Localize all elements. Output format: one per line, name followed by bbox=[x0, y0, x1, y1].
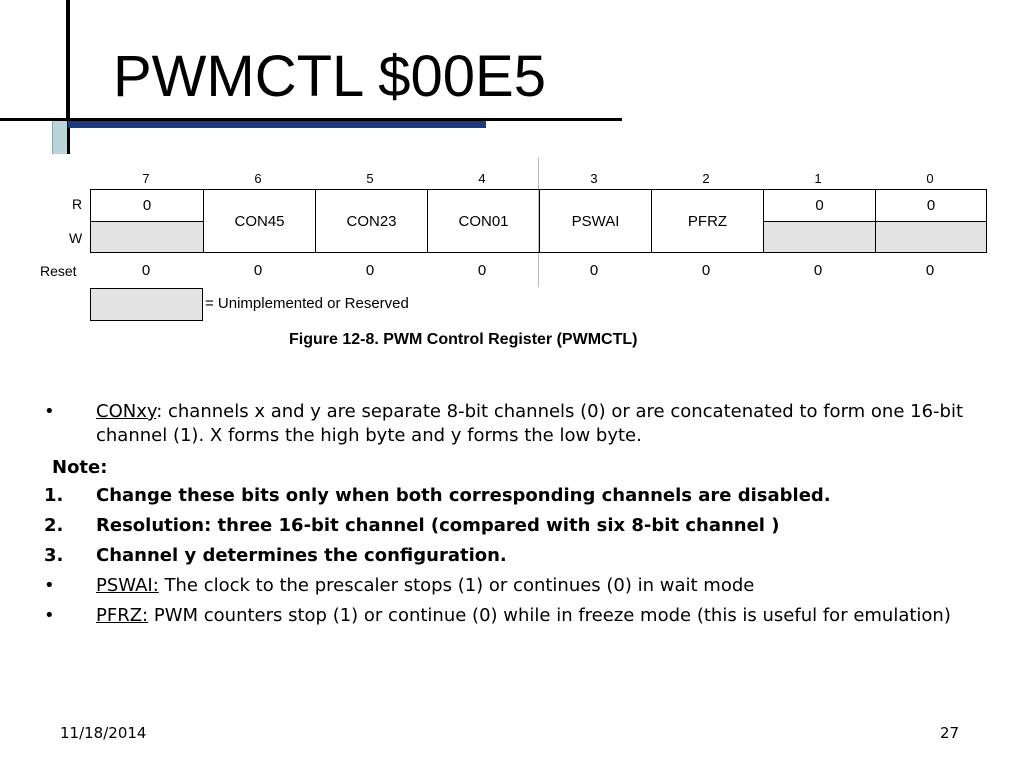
figure-caption: Figure 12-8. PWM Control Register (PWMCTL) bbox=[289, 331, 638, 348]
reset-value-3: 0 bbox=[589, 262, 599, 279]
field-con23 bbox=[315, 190, 427, 252]
note-3-text: Channel y determines the configuration. bbox=[96, 545, 507, 566]
note-1-text: Change these bits only when both corresponding channels are disabled. bbox=[96, 485, 831, 506]
register-table bbox=[90, 189, 987, 253]
bit0-read-value: 0 bbox=[926, 197, 936, 214]
bit0-write-cell bbox=[875, 221, 986, 252]
row-label-write: W bbox=[69, 230, 83, 246]
reset-value-1: 0 bbox=[813, 262, 823, 279]
title-accent-bar bbox=[68, 121, 486, 128]
bit7-write-cell bbox=[91, 221, 203, 252]
note-2-text: Resolution: three 16-bit channel (compared with six 8-bit channel ) bbox=[96, 515, 780, 536]
pswai-description bbox=[96, 574, 976, 598]
field-con01-label: CON01 bbox=[458, 212, 509, 230]
bit7-row-divider bbox=[91, 221, 203, 222]
field-con45-label: CON45 bbox=[234, 212, 285, 230]
bit-number-7: 7 bbox=[142, 171, 150, 186]
field-pfrz-label: PFRZ bbox=[687, 212, 728, 230]
bullet-marker: • bbox=[44, 605, 55, 626]
note-1-number: 1. bbox=[44, 485, 64, 506]
pfrz-description bbox=[96, 604, 976, 628]
bit7-read-cell bbox=[91, 190, 203, 221]
bit1-read-value: 0 bbox=[815, 197, 824, 214]
reset-value-6: 0 bbox=[253, 262, 263, 279]
frame-accent-block bbox=[52, 121, 67, 154]
bit7-read-value: 0 bbox=[142, 197, 152, 214]
bit-number-6: 6 bbox=[254, 171, 262, 186]
reset-value-0: 0 bbox=[925, 262, 935, 279]
note-3-number: 3. bbox=[44, 545, 64, 566]
bit-number-3: 3 bbox=[590, 171, 598, 186]
field-con23-label: CON23 bbox=[346, 212, 397, 230]
bit0-read-cell bbox=[875, 190, 986, 221]
field-pswai bbox=[539, 190, 651, 252]
bullet-marker: • bbox=[44, 401, 55, 422]
row-label-read: R bbox=[72, 196, 83, 212]
legend-label: = Unimplemented or Reserved bbox=[205, 295, 409, 312]
pfrz-term: PFRZ: bbox=[96, 605, 149, 626]
bit-number-1: 1 bbox=[814, 171, 822, 186]
field-con01 bbox=[427, 190, 539, 252]
page-number: 27 bbox=[940, 724, 960, 742]
pswai-term: PSWAI: bbox=[96, 575, 159, 596]
con-description bbox=[96, 400, 976, 448]
row-label-reset: Reset bbox=[40, 263, 77, 279]
con-term: CONxy bbox=[96, 401, 157, 422]
con-text: : channels x and y are separate 8-bit channels (0) or are concatenated to form one 16-bit channel (1). X forms the high byte and y forms the low byte. bbox=[96, 401, 964, 446]
bit-number-0: 0 bbox=[926, 171, 934, 186]
field-pfrz bbox=[651, 190, 763, 252]
bit-number-2: 2 bbox=[702, 171, 710, 186]
legend-swatch bbox=[90, 288, 203, 321]
bit1-read-cell bbox=[763, 190, 875, 221]
bit-number-5: 5 bbox=[366, 171, 374, 186]
reset-value-2: 0 bbox=[701, 262, 711, 279]
reset-value-7: 0 bbox=[141, 262, 151, 279]
pswai-text: The clock to the prescaler stops (1) or continues (0) in wait mode bbox=[158, 575, 755, 596]
bit-number-4: 4 bbox=[478, 171, 486, 186]
footer-date: 11/18/2014 bbox=[60, 724, 147, 742]
bit1-write-cell bbox=[763, 221, 875, 252]
reset-value-5: 0 bbox=[365, 262, 375, 279]
reset-value-4: 0 bbox=[477, 262, 487, 279]
slide-title: PWMCTL $00E5 bbox=[113, 44, 546, 109]
note-2-number: 2. bbox=[44, 515, 64, 536]
pfrz-text: PWM counters stop (1) or continue (0) while in freeze mode (this is useful for emulation) bbox=[148, 605, 951, 626]
bullet-marker: • bbox=[44, 575, 55, 596]
field-pswai-label: PSWAI bbox=[571, 212, 620, 230]
note-heading: Note: bbox=[52, 457, 108, 478]
field-con45 bbox=[203, 190, 315, 252]
